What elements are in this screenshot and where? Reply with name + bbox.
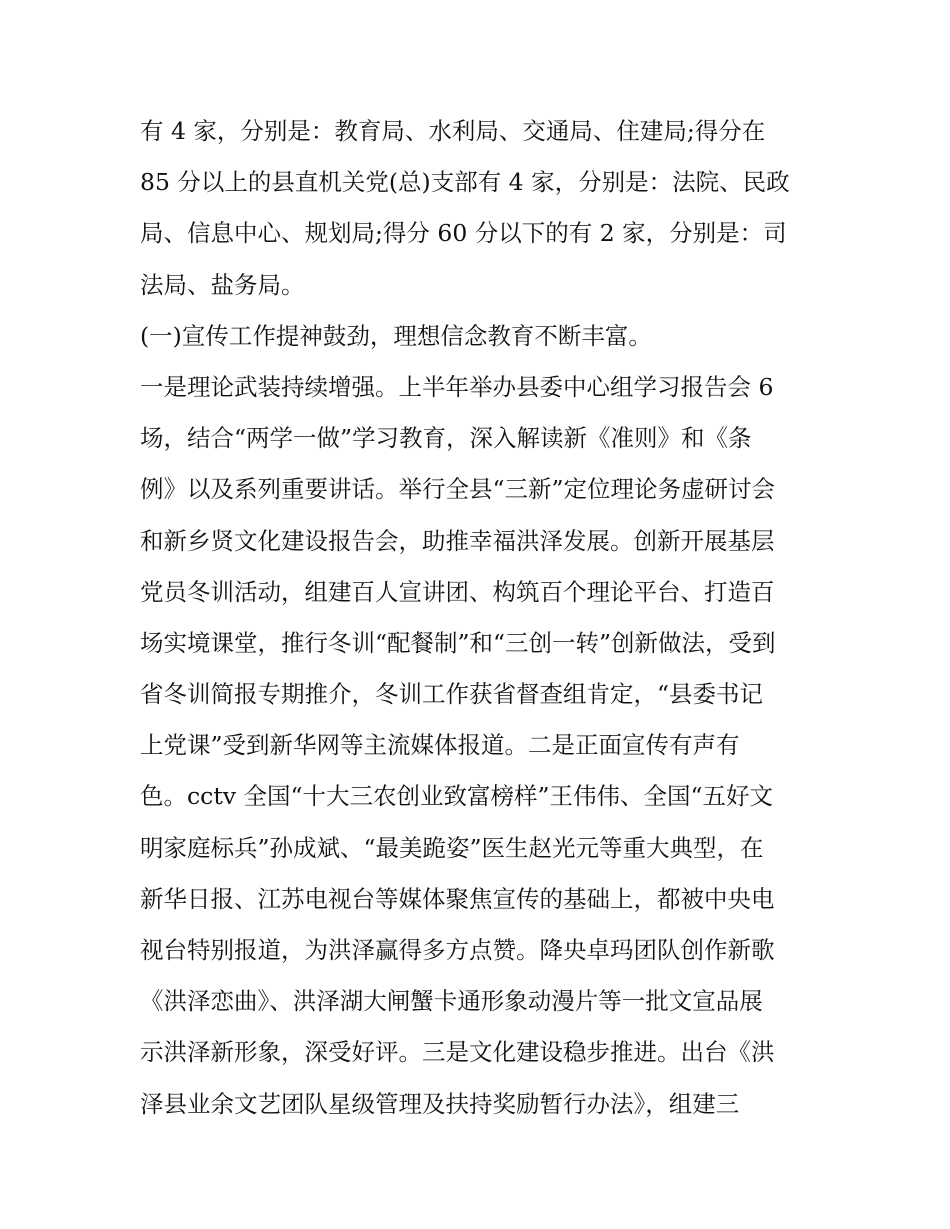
text-line: 党员冬训活动，组建百人宣讲团、构筑百个理论平台、打造百	[140, 577, 775, 606]
text-line: 例》以及系列重要讲话。举行全县“三新”定位理论务虚研讨会	[140, 475, 776, 504]
body-text	[140, 106, 820, 1130]
text-line: 一是理论武装持续增强。上半年举办县委中心组学习报告会 6	[140, 372, 774, 401]
text-line: 有 4 家，分别是：教育局、水利局、交通局、住建局;得分在	[140, 117, 766, 145]
text-line: 上党课”受到新华网等主流媒体报道。二是正面宣传有声有	[140, 731, 740, 760]
text-line: 色。cctv 全国“十大三农创业致富榜样”王伟伟、全国“五好文	[140, 782, 774, 811]
text-line: 示洪泽新形象，深受好评。三是文化建设稳步推进。出台《洪	[140, 1038, 775, 1067]
text-line: 新华日报、江苏电视台等媒体聚焦宣传的基础上，都被中央电	[140, 884, 775, 913]
text-line: 省冬训简报专期推介，冬训工作获省督查组肯定，“县委书记	[140, 680, 764, 709]
text-line: 法局、盐务局。	[140, 270, 305, 299]
section-heading: (一)宣传工作提神鼓劲，理想信念教育不断丰富。	[140, 321, 652, 350]
text-line: 明家庭标兵”孙成斌、“最美跪姿”医生赵光元等重大典型，在	[140, 833, 764, 862]
text-line: 局、信息中心、规划局;得分 60 分以下的有 2 家，分别是：司	[140, 219, 787, 248]
text-line: 视台特别报道，为洪泽赢得多方点赞。降央卓玛团队创作新歌	[140, 936, 775, 964]
text-line: 泽县业余文艺团队星级管理及扶持奖励暂行办法》，组建三	[140, 1089, 740, 1118]
text-line: 《洪泽恋曲》、洪泽湖大闸蟹卡通形象动漫片等一批文宣品展	[140, 987, 763, 1016]
text-line: 85 分以上的县直机关党(总)支部有 4 家，分别是：法院、民政	[140, 168, 790, 197]
text-line: 场实境课堂，推行冬训“配餐制”和“三创一转”创新做法，受到	[140, 628, 776, 657]
text-line: 和新乡贤文化建设报告会，助推幸福洪泽发展。创新开展基层	[140, 526, 775, 555]
text-line: 场，结合“两学一做”学习教育，深入解读新《准则》和《条	[140, 424, 752, 453]
